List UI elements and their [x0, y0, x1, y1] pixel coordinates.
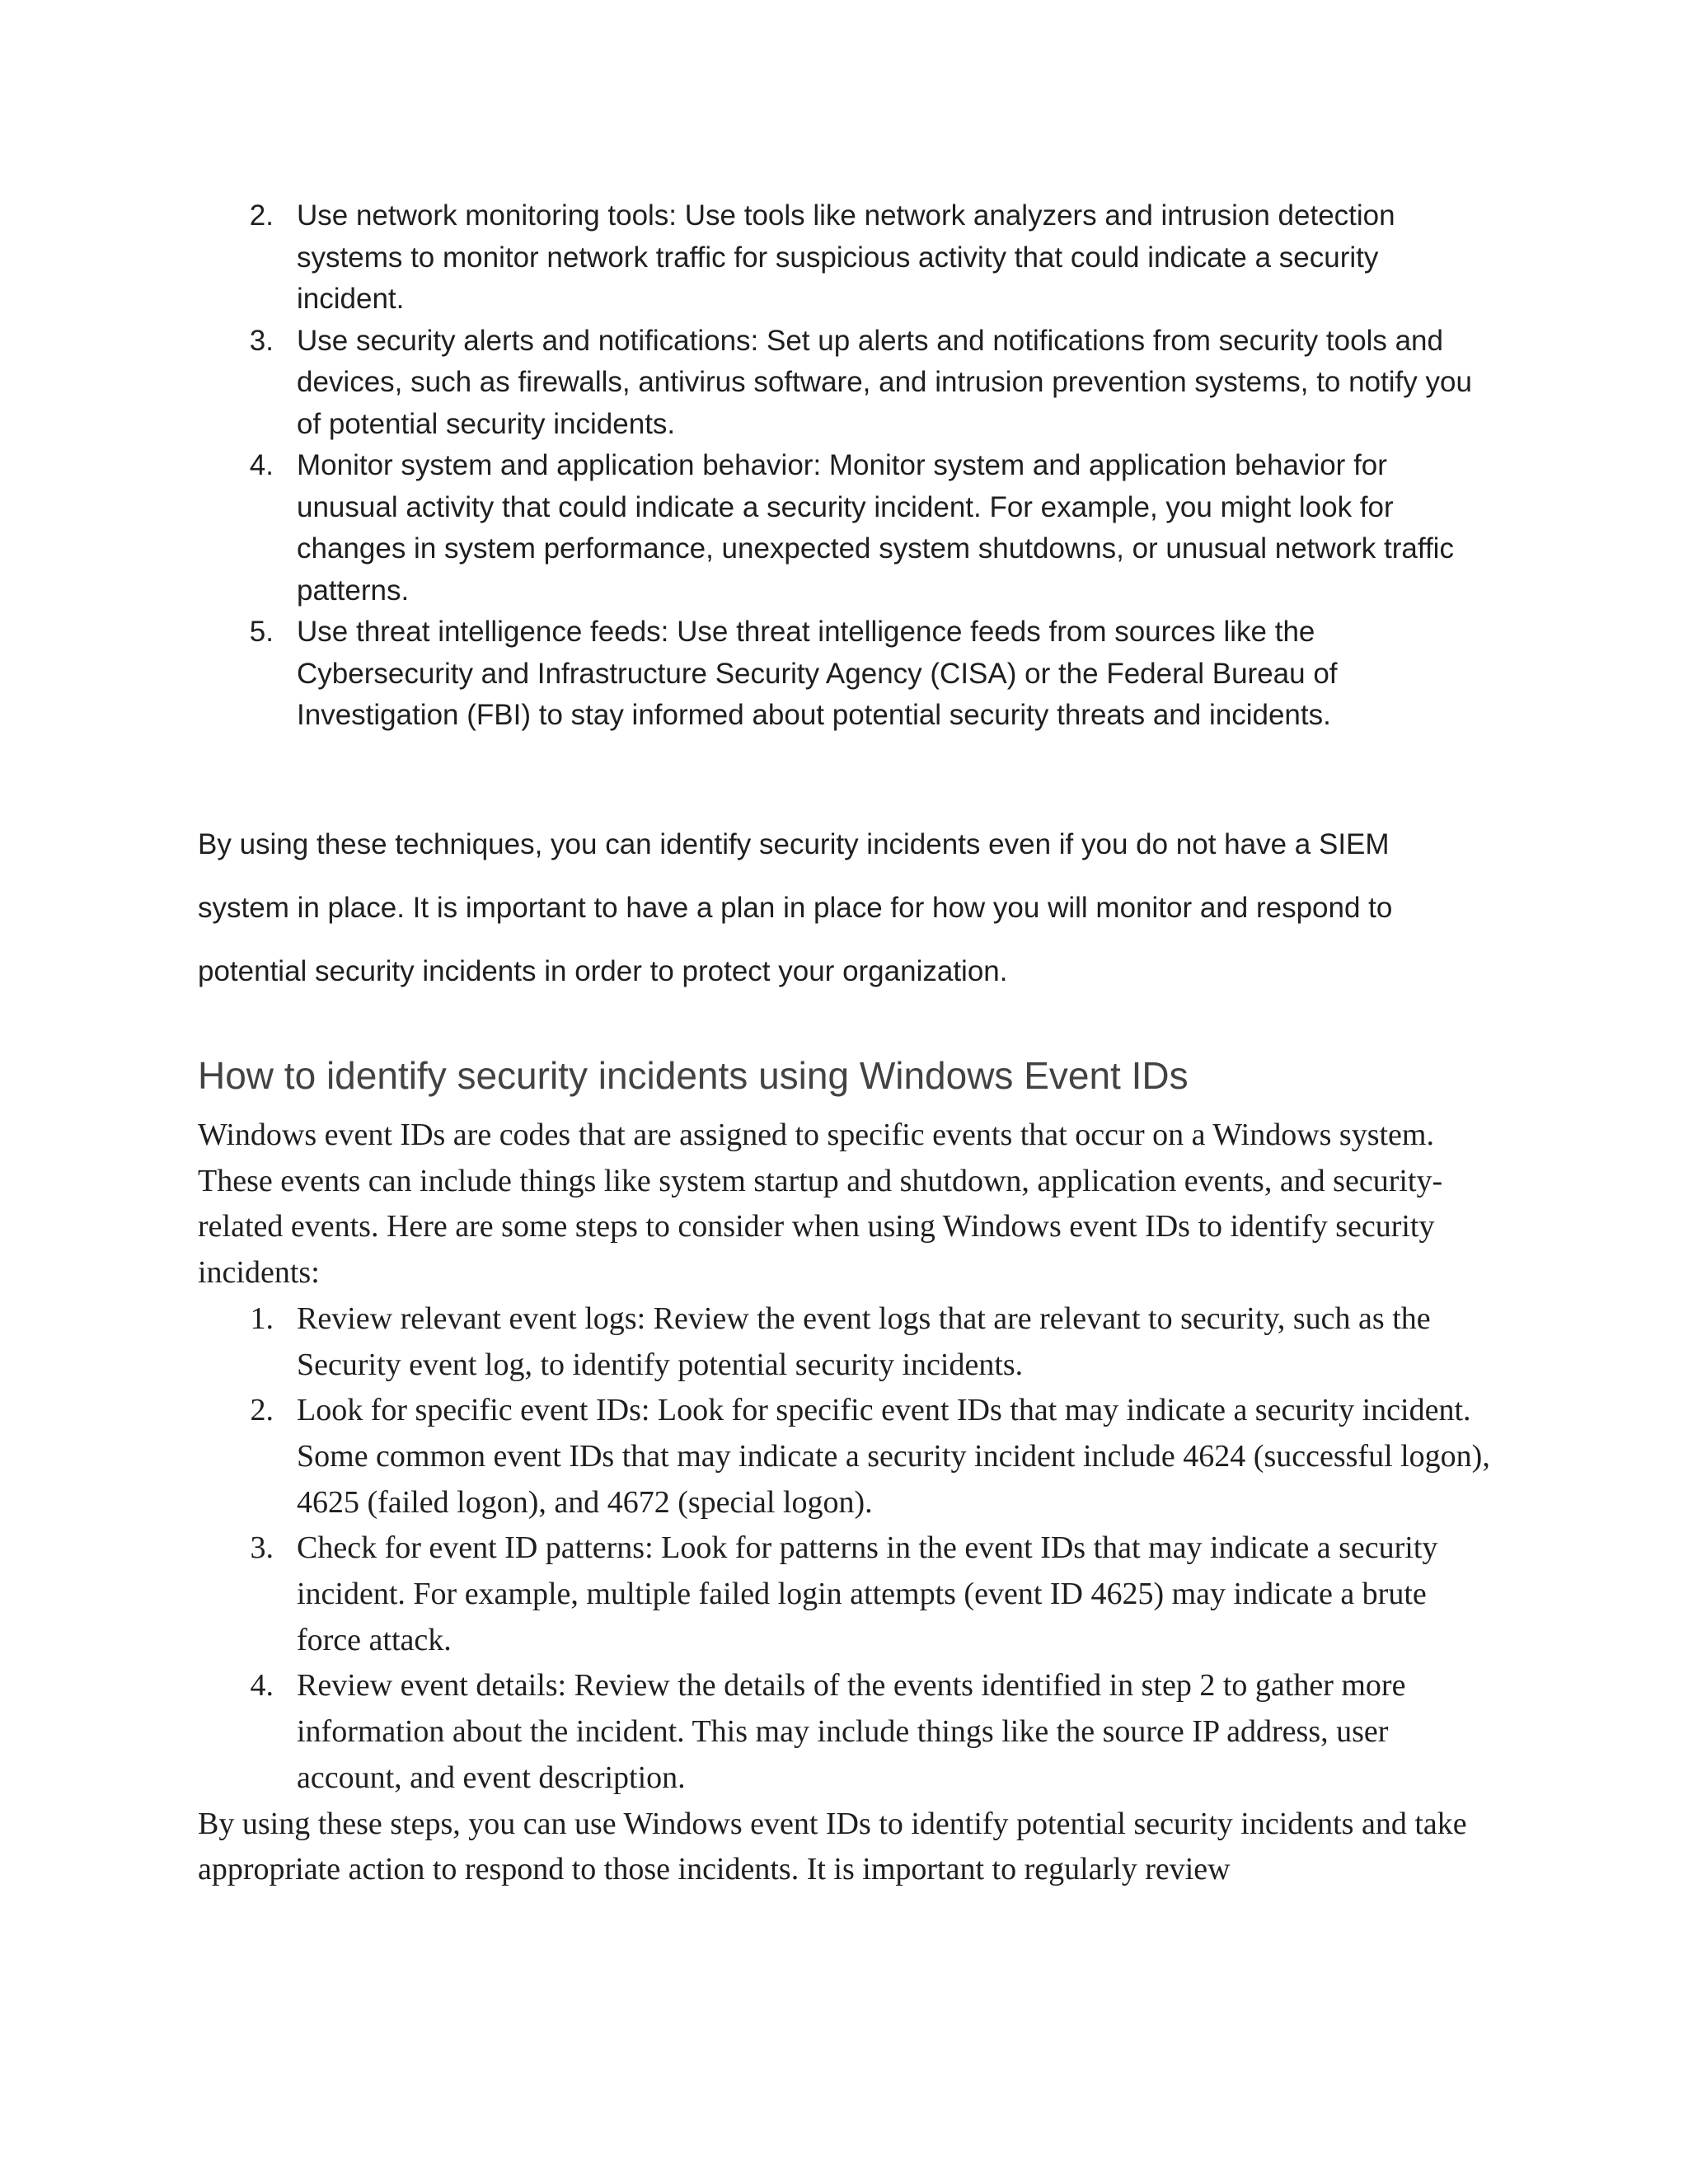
list-item [198, 1663, 1496, 1801]
event-id-steps-list [198, 1296, 1496, 1802]
list-item-text: Check for event ID patterns: Look for patterns in the event IDs that may indicate a security incident. For example, multiple failed login attempts (event ID 4625) may indicate a brute force attack. [297, 1530, 1438, 1657]
list-item-text: Use threat intelligence feeds: Use threat intelligence feeds from sources like the Cybersecurity and Infrastructure Security Agency (CISA) or the Federal Bureau of Investigation (FBI) to stay informed about potential security threats and incidents. [297, 616, 1338, 731]
list-item [198, 195, 1484, 321]
list-item-number: 3. [249, 324, 274, 357]
list-item-number: 3. [250, 1530, 274, 1566]
list-item [198, 1526, 1496, 1663]
list-item [198, 321, 1484, 446]
list-item-text: Use network monitoring tools: Use tools like network analyzers and intrusion detection systems to monitor network traffic for suspicious activity that could indicate a security incident. [297, 199, 1395, 315]
list-item-text: Review event details: Review the details of the events identified in step 2 to gather more information about the incident. This may include things like the source IP address, user account, and event description. [297, 1668, 1406, 1795]
list-item-text: Use security alerts and notifications: Set up alerts and notifications from security tools and devices, such as firewalls, antivirus software, and intrusion prevention systems, to notify you of potential security incidents. [297, 324, 1472, 440]
section-intro: Windows event IDs are codes that are assigned to specific events that occur on a Windows system. These events can include things like system startup and shutdown, application events, and security-related events. Here are some steps to consider when using Windows event IDs to identify security incidents: [198, 1118, 1443, 1291]
list-item [198, 1388, 1496, 1526]
list-item-number: 4. [250, 1668, 274, 1704]
summary-paragraph: By using these techniques, you can identify security incidents even if you do not have a SIEM system in place. It is important to have a plan in place for how you will monitor and respond to potential security incidents in order to protect your organization. [198, 828, 1393, 987]
list-item-number: 4. [249, 449, 274, 481]
list-item-text: Review relevant event logs: Review the event logs that are relevant to security, such as the Security event log, to identify potential security incidents. [297, 1301, 1431, 1382]
list-item-number: 1. [250, 1301, 274, 1336]
section-outro: By using these steps, you can use Windows event IDs to identify potential security incidents and take appropriate action to respond to those incidents. It is important to regularly review [198, 1806, 1467, 1887]
list-item [198, 1296, 1496, 1388]
list-item [198, 612, 1484, 737]
list-item-text: Monitor system and application behavior: Monitor system and application behavior for unusual activity that could indicate a security incident. For example, you might look for changes in system performance, unexpected system shutdowns, or unusual network traffic patterns. [297, 449, 1454, 607]
list-item-number: 2. [249, 199, 274, 232]
list-item [198, 445, 1484, 612]
monitoring-steps-list [198, 195, 1484, 737]
windows-event-ids-section [198, 1113, 1496, 1893]
list-item-number: 2. [250, 1393, 274, 1428]
list-item-number: 5. [249, 616, 274, 648]
section-heading: How to identify security incidents using Windows Event IDs [198, 1054, 1189, 1097]
list-item-text: Look for specific event IDs: Look for specific event IDs that may indicate a security incident. Some common event IDs that may indicate a security incident include 4624 (successful logon), 4625 (failed logon), and 4672 (special logon). [297, 1393, 1490, 1520]
